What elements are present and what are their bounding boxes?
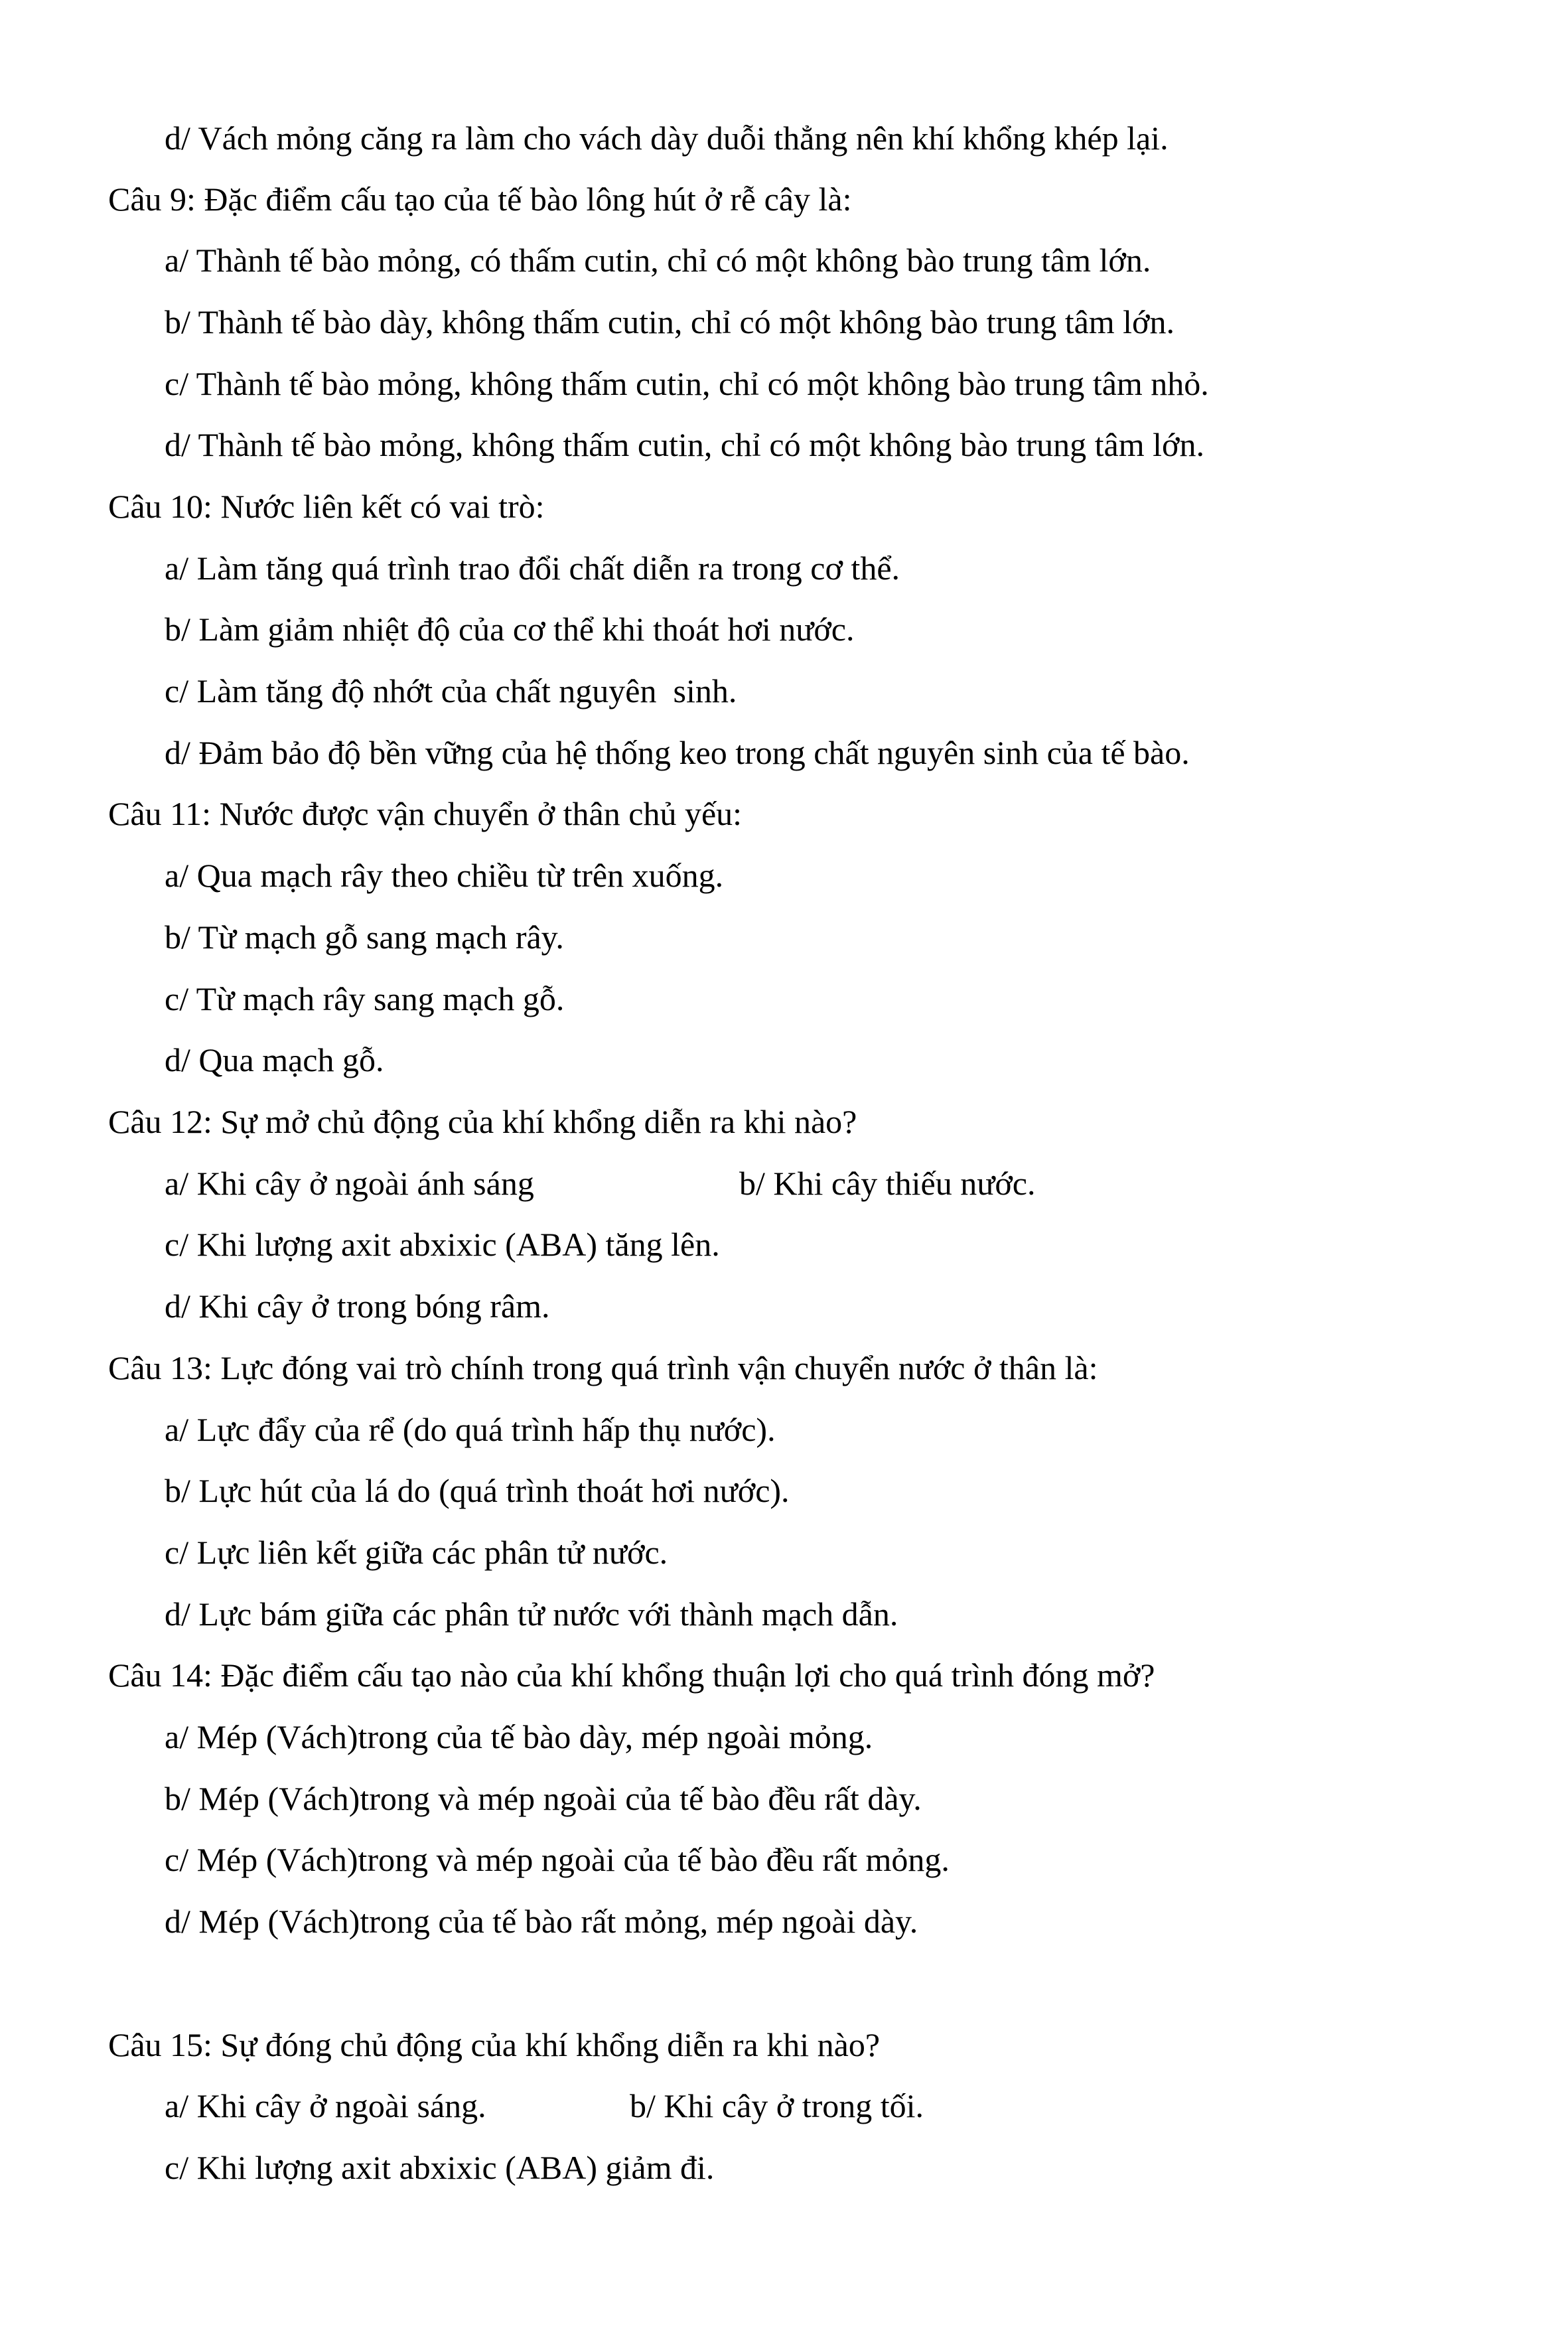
question-13-option-d: d/ Lực bám giữa các phân tử nước với thành mạch dẫn.: [165, 1595, 898, 1633]
question-10-option-a: a/ Làm tăng quá trình trao đổi chất diễn ra trong cơ thể.: [165, 550, 900, 587]
question-10-option-b: b/ Làm giảm nhiệt độ của cơ thể khi thoát hơi nước.: [165, 611, 855, 648]
question-12-option-d: d/ Khi cây ở trong bóng râm.: [165, 1287, 550, 1325]
question-14-title: Câu 14: Đặc điểm cấu tạo nào của khí khổng thuận lợi cho quá trình đóng mở?: [108, 1656, 1155, 1694]
question-14-option-b: b/ Mép (Vách)trong và mép ngoài của tế bào đều rất dày.: [165, 1780, 922, 1817]
question-9-option-b: b/ Thành tế bào dày, không thấm cutin, chỉ có một không bào trung tâm lớn.: [165, 303, 1175, 340]
question-14-option-c: c/ Mép (Vách)trong và mép ngoài của tế bào đều rất mỏng.: [165, 1841, 950, 1878]
question-11-option-b: b/ Từ mạch gỗ sang mạch rây.: [165, 919, 564, 956]
question-9-option-c: c/ Thành tế bào mỏng, không thấm cutin, chỉ có một không bào trung tâm nhỏ.: [165, 365, 1209, 402]
question-10-option-d: d/ Đảm bảo độ bền vững của hệ thống keo trong chất nguyên sinh của tế bào.: [165, 734, 1190, 771]
question-15-option-b: b/ Khi cây ở trong tối.: [630, 2087, 924, 2124]
question-9-option-d: d/ Thành tế bào mỏng, không thấm cutin, chỉ có một không bào trung tâm lớn.: [165, 426, 1204, 463]
question-13-option-a: a/ Lực đẩy của rể (do quá trình hấp thụ nước).: [165, 1411, 776, 1448]
question-10-option-c: c/ Làm tăng độ nhớt của chất nguyên sinh.: [165, 672, 737, 709]
question-13-option-c: c/ Lực liên kết giữa các phân tử nước.: [165, 1534, 668, 1571]
question-12-title: Câu 12: Sự mở chủ động của khí khổng diễn ra khi nào?: [108, 1103, 857, 1140]
question-11-title: Câu 11: Nước được vận chuyển ở thân chủ yếu:: [108, 795, 743, 832]
question-12-option-a: a/ Khi cây ở ngoài ánh sáng: [165, 1165, 534, 1202]
question-15-title: Câu 15: Sự đóng chủ động của khí khổng diễn ra khi nào?: [108, 2026, 881, 2063]
question-9-option-a: a/ Thành tế bào mỏng, có thấm cutin, chỉ có một không bào trung tâm lớn.: [165, 242, 1151, 279]
question-13-option-b: b/ Lực hút của lá do (quá trình thoát hơi nước).: [165, 1472, 790, 1509]
question-11-option-d: d/ Qua mạch gỗ.: [165, 1041, 384, 1078]
question-9-title: Câu 9: Đặc điểm cấu tạo của tế bào lông hút ở rễ cây là:: [108, 181, 852, 218]
question-11-option-a: a/ Qua mạch rây theo chiều từ trên xuống.: [165, 857, 724, 894]
option-line: d/ Vách mỏng căng ra làm cho vách dày duỗi thẳng nên khí khổng khép lại.: [165, 119, 1169, 157]
question-10-title: Câu 10: Nước liên kết có vai trò:: [108, 488, 545, 525]
question-12-option-b: b/ Khi cây thiếu nước.: [739, 1165, 1036, 1202]
question-14-option-d: d/ Mép (Vách)trong của tế bào rất mỏng, mép ngoài dày.: [165, 1903, 918, 1940]
question-15-option-c: c/ Khi lượng axit abxixic (ABA) giảm đi.: [165, 2149, 715, 2186]
question-15-option-a: a/ Khi cây ở ngoài sáng.: [165, 2087, 486, 2124]
question-11-option-c: c/ Từ mạch rây sang mạch gỗ.: [165, 980, 565, 1017]
question-13-title: Câu 13: Lực đóng vai trò chính trong quá trình vận chuyển nước ở thân là:: [108, 1349, 1098, 1386]
question-12-option-c: c/ Khi lượng axit abxixic (ABA) tăng lên.: [165, 1226, 720, 1263]
question-14-option-a: a/ Mép (Vách)trong của tế bào dày, mép ngoài mỏng.: [165, 1718, 873, 1755]
